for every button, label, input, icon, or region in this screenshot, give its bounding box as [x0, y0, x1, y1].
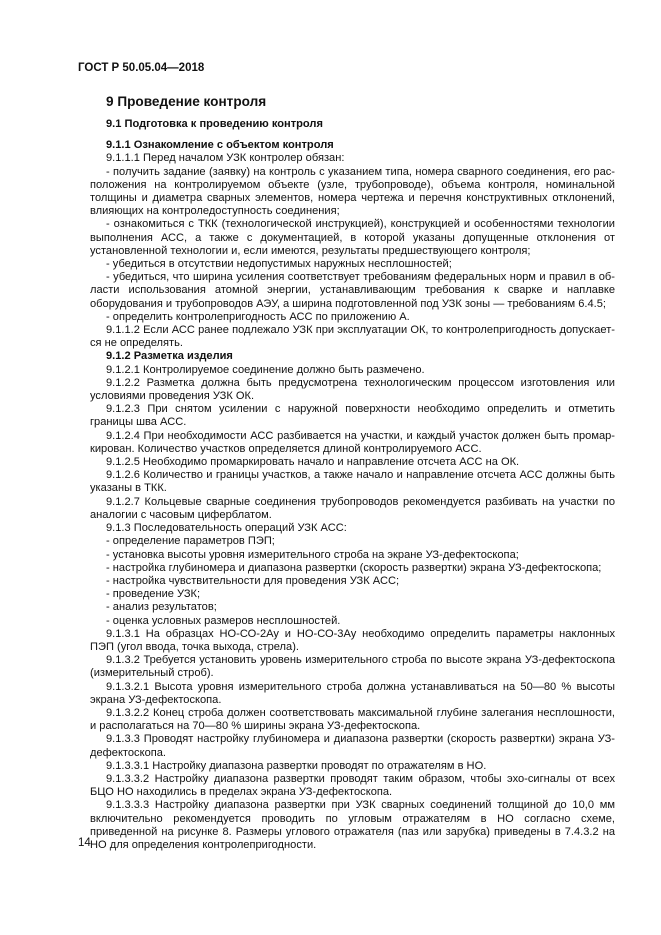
paragraph: 9.1.3.2.2 Конец строба должен соответствовать максимальной глубине залегания несплошности, и располагаться на 70—80 % ширины экрана УЗ-дефектоскопа.: [90, 706, 615, 733]
clause-9-1-1-title: 9.1.1 Ознакомление с объектом контроля: [106, 139, 334, 152]
page-number: 14: [78, 837, 91, 849]
list-item: - убедиться в отсутствии недопустимых наружных несплошностей;: [106, 258, 452, 271]
list-item: - установка высоты уровня измерительного строба на экране УЗ-дефектоскопа;: [106, 548, 519, 561]
paragraph: 9.1.3.3.2 Настройку диапазона развертки проводят таким образом, чтобы эхо-сигналы от всех БЦО НО находились в пределах экрана УЗ-дефектоскопа.: [90, 772, 615, 799]
paragraph: 9.1.1.1 Перед началом УЗК контролер обязан:: [106, 152, 345, 165]
paragraph: 9.1.3.2.1 Высота уровня измерительного строба должна устанавливаться на 50—80 % высоты экрана УЗ-дефектоскопа.: [90, 680, 615, 706]
document-code-header: ГОСТ Р 50.05.04—2018: [78, 62, 205, 74]
document-body: [90, 94, 615, 852]
list-item: - настройка чувствительности для проведения УЗК АСС;: [106, 574, 400, 587]
list-item: - анализ результатов;: [106, 601, 217, 614]
list-item: - убедиться, что ширина усиления соответствует требованиям федеральных норм и правил в области использования атомной энергии, устанавливающим требования к сварке и наплавке оборудования и трубопроводов АЭУ, а ширина подготовленной под УЗК зоны — требованиям 6.4.5;: [90, 271, 615, 310]
list-item: - проведение УЗК;: [106, 588, 201, 601]
list-item: - настройка глубиномера и диапазона развертки (скорость развертки) экрана УЗ-дефектоскопа;: [106, 561, 602, 574]
paragraph: 9.1.3.3 Проводят настройку глубиномера и диапазона развертки (скорость развертки) экрана УЗ-дефектоскопа.: [90, 733, 615, 759]
paragraph: 9.1.2.6 Количество и границы участков, а также начало и направление отсчета АСС должны быть указаны в ТКК.: [90, 469, 615, 495]
paragraph: 9.1.3 Последовательность операций УЗК АСС:: [106, 522, 347, 535]
list-item: - оценка условных размеров несплошностей.: [106, 614, 341, 627]
paragraph: 9.1.2.2 Разметка должна быть предусмотрена технологическим процессом изготовления или условиями проведения УЗК ОК.: [90, 376, 615, 403]
list-item: - ознакомиться с ТКК (технологической инструкцией), конструкцией и особенностями технологии выполнения АСС, а также с документацией, в которой указаны допущенные отклонения от установленной технологии и, если имеются, результаты предшествующего контроля;: [90, 218, 615, 257]
list-item: - определить контролепригодность АСС по приложению А.: [106, 310, 410, 323]
list-item: - получить задание (заявку) на контроль с указанием типа, номера сварного соединения, его расположения на контролируемом объекте (узле, трубопроводе), объема контроля, номинальной толщины и диаметра сварных элементов, номера чертежа и перечня конструктивных отклонений, влияющих на контроледоступность соединения;: [90, 165, 615, 218]
subsection-title: 9.1 Подготовка к проведению контроля: [106, 118, 323, 130]
list-item: - определение параметров ПЭП;: [106, 535, 275, 548]
paragraph: 9.1.2.1 Контролируемое соединение должно быть размечено.: [106, 363, 425, 376]
paragraph: 9.1.2.5 Необходимо промаркировать начало и направление отсчета АСС на ОК.: [106, 456, 520, 469]
section-title: 9 Проведение контроля: [106, 94, 267, 109]
paragraph: 9.1.2.3 При снятом усилении с наружной поверхности необходимо определить и отметить границы шва АСС.: [90, 403, 615, 429]
paragraph: 9.1.3.2 Требуется установить уровень измерительного строба по высоте экрана УЗ-дефектоскопа (измерительный строб).: [90, 654, 615, 680]
paragraph: 9.1.2.4 При необходимости АСС разбивается на участки, и каждый участок должен быть промаркирован. Количество участков определяется длиной контролируемого АСС.: [90, 429, 615, 455]
paragraph: 9.1.3.3.1 Настройку диапазона развертки проводят по отражателям в НО.: [106, 759, 487, 772]
paragraph: 9.1.3.3.3 Настройку диапазона развертки при УЗК сварных соединений толщиной до 10,0 мм включительно рекомендуется проводить по угловым отражателям в НО согласно схеме, приведенной на рисунке 8. Размеры углового отражателя (паз или зарубка) приведены в 7.4.3.2 на НО для определения контролепригодности.: [90, 799, 615, 851]
paragraph: 9.1.1.2 Если АСС ранее подлежало УЗК при эксплуатации ОК, то контролепригодность допускается не определять.: [90, 324, 615, 350]
paragraph: 9.1.3.1 На образцах НО-СО-2Ау и НО-СО-3Ау необходимо определить параметры наклонных ПЭП (угол ввода, точка выхода, стрела).: [90, 627, 615, 653]
paragraph: 9.1.2.7 Кольцевые сварные соединения трубопроводов рекомендуется разбивать на участки по аналогии с часовым циферблатом.: [90, 495, 615, 521]
clause-9-1-2-title: 9.1.2 Разметка изделия: [106, 350, 233, 363]
